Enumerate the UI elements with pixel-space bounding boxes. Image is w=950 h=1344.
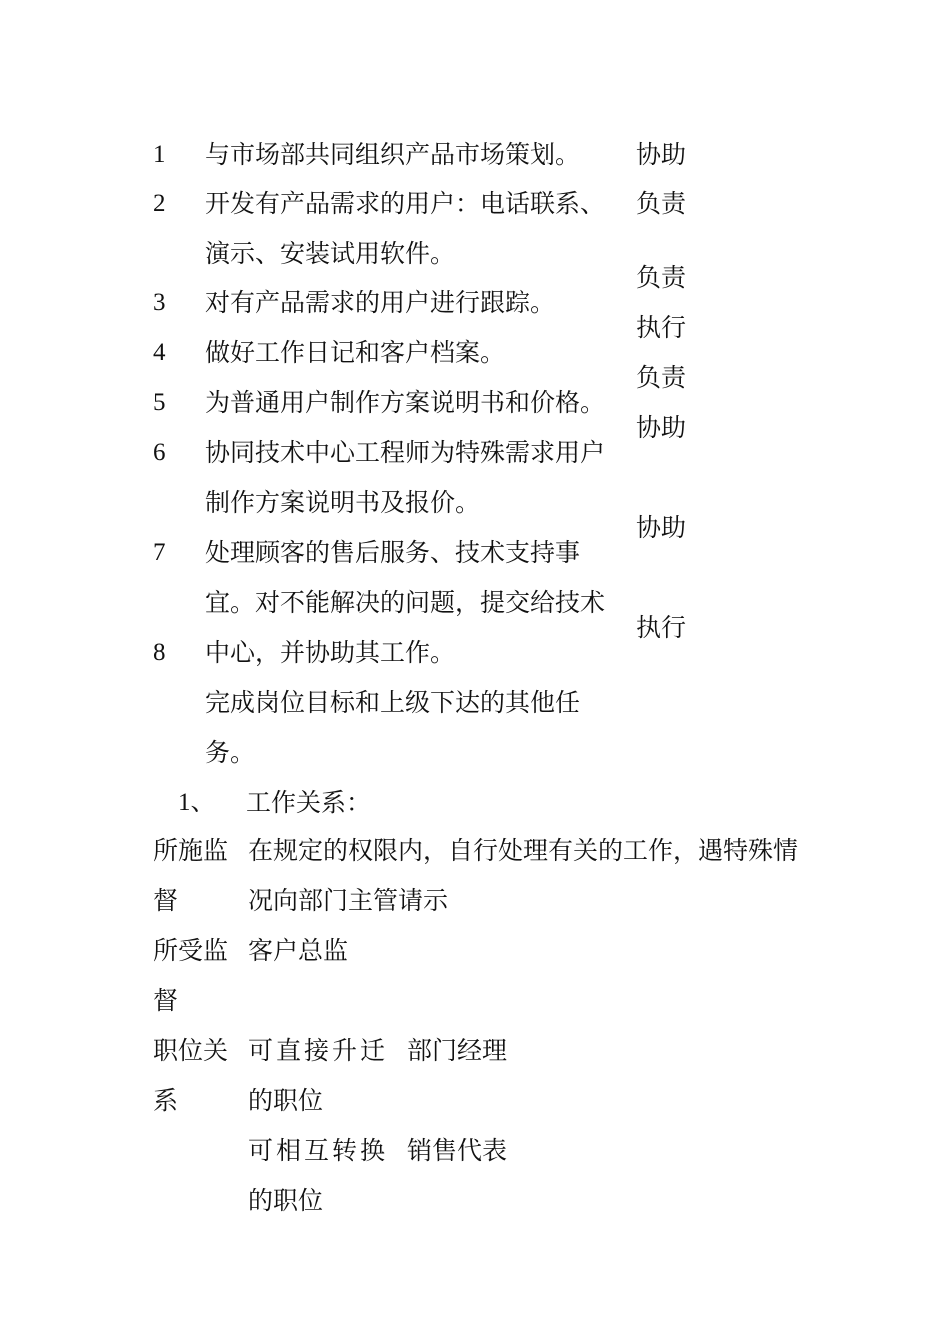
duty-text: 为普通用户制作方案说明书和价格。 <box>205 388 606 417</box>
duty-number: 3 <box>153 289 166 316</box>
position-value: 部门经理 <box>407 1036 508 1065</box>
section-number: 1、 <box>178 789 216 816</box>
duty-number: 7 <box>153 539 166 566</box>
duty-text: 协同技术中心工程师为特殊需求用户 <box>205 438 606 467</box>
duty-role: 协助 <box>636 413 687 442</box>
position-sublabel: 的职位 <box>248 1086 324 1115</box>
duty-text: 制作方案说明书及报价。 <box>205 488 481 517</box>
duty-number: 2 <box>153 190 166 217</box>
duty-role: 执行 <box>636 613 687 642</box>
relation-value: 客户总监 <box>248 936 349 965</box>
relation-label: 所施监 <box>153 836 229 865</box>
duty-text: 演示、安装试用软件。 <box>205 239 456 268</box>
duty-role: 负责 <box>636 363 687 392</box>
duty-number: 1 <box>153 141 166 168</box>
duty-number: 8 <box>153 639 166 666</box>
duty-text: 处理顾客的售后服务、技术支持事 <box>205 538 581 567</box>
duty-number: 4 <box>153 339 166 366</box>
position-sublabel: 可直接升迁 <box>248 1036 389 1065</box>
duty-text: 对有产品需求的用户进行跟踪。 <box>205 288 556 317</box>
duty-number: 6 <box>153 439 166 466</box>
duty-role: 执行 <box>636 313 687 342</box>
duty-text: 开发有产品需求的用户：电话联系、 <box>205 189 606 218</box>
relation-label: 督 <box>153 886 179 915</box>
section-title: 工作关系： <box>246 788 372 817</box>
relation-value: 况向部门主管请示 <box>248 886 449 915</box>
duty-text: 与市场部共同组织产品市场策划。 <box>205 140 581 169</box>
duty-role: 协助 <box>636 513 687 542</box>
relation-label: 督 <box>153 986 179 1015</box>
duty-number: 5 <box>153 389 166 416</box>
position-sublabel: 的职位 <box>248 1186 324 1215</box>
duty-text: 宜。对不能解决的问题，提交给技术 <box>205 588 606 617</box>
position-value: 销售代表 <box>407 1136 508 1165</box>
duty-text: 做好工作日记和客户档案。 <box>205 338 506 367</box>
duty-role: 协助 <box>636 140 687 169</box>
relation-value: 在规定的权限内，自行处理有关的工作，遇特殊情 <box>248 836 799 865</box>
duty-text: 中心，并协助其工作。 <box>205 638 456 667</box>
duty-text: 完成岗位目标和上级下达的其他任 <box>205 688 581 717</box>
position-sublabel: 可相互转换 <box>248 1136 389 1165</box>
relation-label: 所受监 <box>153 936 229 965</box>
duty-role: 负责 <box>636 263 687 292</box>
relation-label: 系 <box>153 1086 179 1115</box>
duty-role: 负责 <box>636 189 687 218</box>
duty-text: 务。 <box>205 738 256 767</box>
relation-label: 职位关 <box>153 1036 229 1065</box>
